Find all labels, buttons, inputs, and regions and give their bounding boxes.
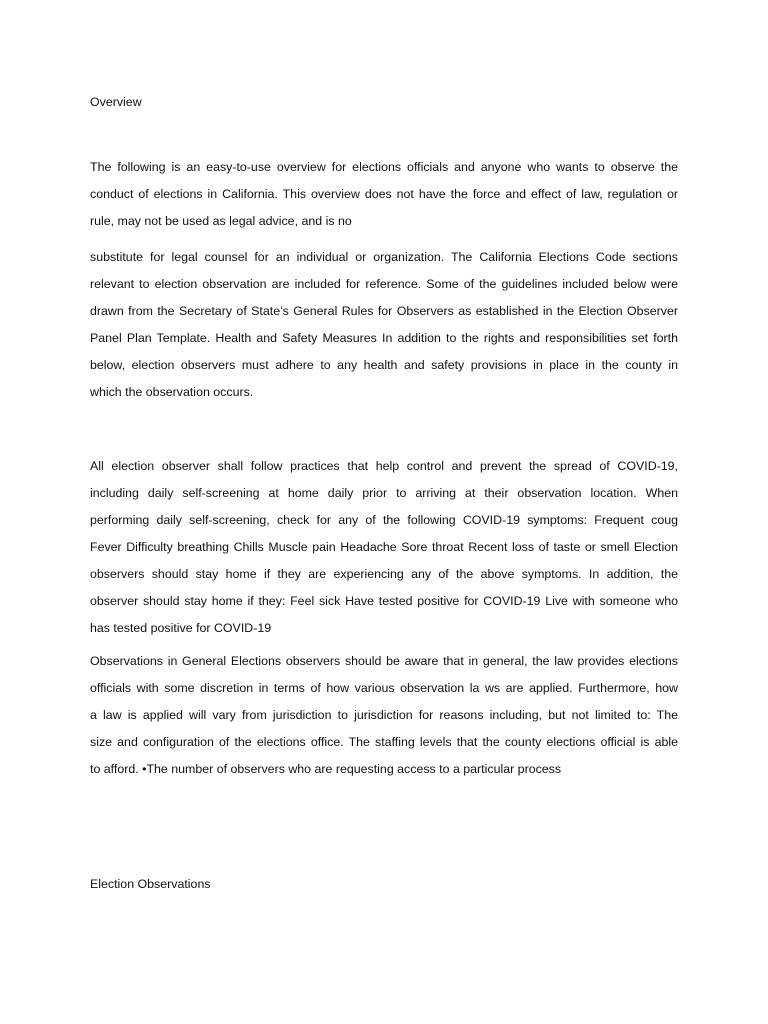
paragraph-line: has tested positive for COVID-19 (90, 621, 272, 635)
heading-overview: Overview (90, 95, 142, 109)
paragraph-line: observers should stay home if they are experiencing any of the above symptoms. In addition, the (90, 567, 678, 581)
paragraph-intro (90, 154, 678, 235)
paragraph-line: observer should stay home if they: Feel sick Have tested positive for COVID-19 Live with someone who (90, 594, 678, 608)
paragraph-line: rule, may not be used as legal advice, and is no (90, 214, 352, 228)
paragraph-line: relevant to election observation are included for reference. Some of the guidelines included below were (90, 277, 678, 291)
paragraph-line: to afford. •The number of observers who are requesting access to a particular process (90, 762, 562, 776)
paragraph-observations-general (90, 648, 678, 783)
paragraph-line: conduct of elections in California. This overview does not have the force and effect of law, regulation or (90, 187, 678, 201)
paragraph-line: The following is an easy-to-use overview for elections officials and anyone who wants to observe the (90, 160, 678, 174)
paragraph-line: performing daily self-screening, check for any of the following COVID-19 symptoms: Frequent coug (90, 513, 678, 527)
paragraph-line: a law is applied will vary from jurisdiction to jurisdiction for reasons including, but not limited to: The (90, 708, 678, 722)
paragraph-line: including daily self-screening at home daily prior to arriving at their observation location. When (90, 486, 678, 500)
paragraph-line: Observations in General Elections observers should be aware that in general, the law provides elections (90, 654, 678, 668)
paragraph-covid-practices (90, 453, 678, 642)
paragraph-line: Fever Difficulty breathing Chills Muscle pain Headache Sore throat Recent loss of taste or smell Election (90, 540, 678, 554)
paragraph-line: below, election observers must adhere to any health and safety provisions in place in the county in (90, 358, 678, 372)
paragraph-line: substitute for legal counsel for an individual or organization. The California Elections Code sections (90, 250, 678, 264)
paragraph-legal-counsel (90, 244, 678, 406)
paragraph-line: which the observation occurs. (90, 385, 254, 399)
heading-election-observations: Election Observations (90, 877, 211, 891)
paragraph-line: All election observer shall follow practices that help control and prevent the spread of COVID-19, (90, 459, 678, 473)
paragraph-line: size and configuration of the elections office. The staffing levels that the county elections official is able (90, 735, 678, 749)
paragraph-line: drawn from the Secretary of State’s General Rules for Observers as established in the Election Observer (90, 304, 678, 318)
paragraph-line: Panel Plan Template. Health and Safety Measures In addition to the rights and responsibilities set forth (90, 331, 678, 345)
paragraph-line: officials with some discretion in terms of how various observation la ws are applied. Furthermore, how (90, 681, 678, 695)
